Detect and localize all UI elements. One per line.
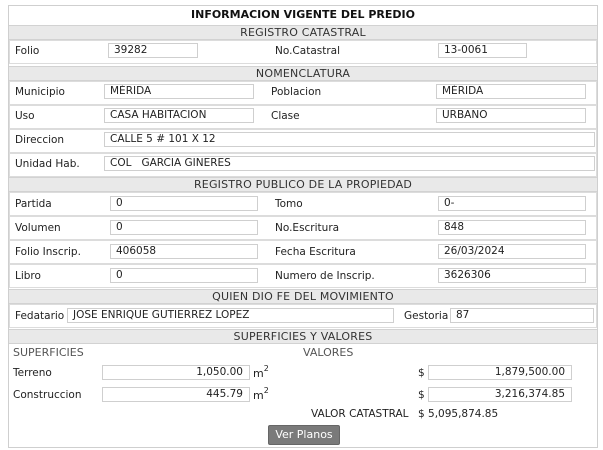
- folioinscrip-label: Folio Inscrip.: [15, 246, 81, 258]
- nocatastral-label: No.Catastral: [275, 45, 341, 57]
- construccion-currency: $: [418, 389, 425, 401]
- clase-field[interactable]: URBANO: [436, 108, 586, 123]
- direccion-label: Direccion: [15, 134, 65, 146]
- direccion-field[interactable]: CALLE 5 # 101 X 12: [104, 132, 595, 147]
- construccion-unit: $m^2$: [253, 386, 269, 402]
- construccion-label: Construccion: [13, 389, 82, 401]
- construccion-area-field[interactable]: 445.79: [102, 387, 250, 402]
- partida-field[interactable]: 0: [110, 196, 258, 211]
- tomo-label: Tomo: [275, 198, 303, 210]
- section-quien-dio-fe: QUIEN DIO FE DEL MOVIMIENTO: [9, 289, 597, 304]
- section-registro-catastral: REGISTRO CATASTRAL: [9, 25, 597, 40]
- fechaescritura-label: Fecha Escritura: [275, 246, 356, 258]
- numinscrip-label: Numero de Inscrip.: [275, 270, 375, 282]
- terreno-currency: $: [418, 367, 425, 379]
- fedatario-field[interactable]: JOSE ENRIQUE GUTIERREZ LOPEZ: [67, 308, 394, 323]
- uso-label: Uso: [15, 110, 35, 122]
- construccion-valor-field[interactable]: 3,216,374.85: [428, 387, 572, 402]
- noescritura-label: No.Escritura: [275, 222, 340, 234]
- folioinscrip-field[interactable]: 406058: [110, 244, 258, 259]
- noescritura-field[interactable]: 848: [438, 220, 586, 235]
- terreno-label: Terreno: [13, 367, 52, 379]
- poblacion-label: Poblacion: [271, 86, 322, 98]
- volumen-label: Volumen: [15, 222, 61, 234]
- terreno-valor-field[interactable]: 1,879,500.00: [428, 365, 572, 380]
- valor-catastral-value: $ 5,095,874.85: [418, 408, 499, 420]
- uso-field[interactable]: CASA HABITACION: [104, 108, 254, 123]
- folio-field[interactable]: 39282: [108, 43, 198, 58]
- terreno-area-field[interactable]: 1,050.00: [102, 365, 250, 380]
- partida-label: Partida: [15, 198, 52, 210]
- gestoria-label: Gestoria: [404, 310, 449, 322]
- section-registro-publico: REGISTRO PUBLICO DE LA PROPIEDAD: [9, 177, 597, 192]
- valor-catastral-label: VALOR CATASTRAL: [311, 408, 409, 420]
- unidad-label: Unidad Hab.: [15, 158, 80, 170]
- municipio-field[interactable]: MÉRIDA: [104, 84, 254, 99]
- numinscrip-field[interactable]: 3626306: [438, 268, 586, 283]
- poblacion-field[interactable]: MÉRIDA: [436, 84, 586, 99]
- folio-label: Folio: [15, 45, 40, 57]
- superficies-header: SUPERFICIES: [13, 346, 84, 359]
- section-superficies-valores: SUPERFICIES Y VALORES: [9, 329, 597, 344]
- volumen-field[interactable]: 0: [110, 220, 258, 235]
- ver-planos-button[interactable]: Ver Planos: [268, 425, 340, 445]
- libro-label: Libro: [15, 270, 41, 282]
- valores-header: VALORES: [303, 346, 354, 359]
- gestoria-field[interactable]: 87: [450, 308, 594, 323]
- nocatastral-field[interactable]: 13-0061: [438, 43, 527, 58]
- fechaescritura-field[interactable]: 26/03/2024: [438, 244, 586, 259]
- clase-label: Clase: [271, 110, 300, 122]
- terreno-unit: $m^2$: [253, 364, 269, 380]
- page-title: INFORMACION VIGENTE DEL PREDIO: [191, 8, 415, 21]
- tomo-field[interactable]: 0-: [438, 196, 586, 211]
- libro-field[interactable]: 0: [110, 268, 258, 283]
- unidad-field[interactable]: COL GARCIA GINERES: [104, 156, 595, 171]
- section-nomenclatura: NOMENCLATURA: [9, 66, 597, 81]
- fedatario-label: Fedatario: [15, 310, 65, 322]
- municipio-label: Municipio: [15, 86, 65, 98]
